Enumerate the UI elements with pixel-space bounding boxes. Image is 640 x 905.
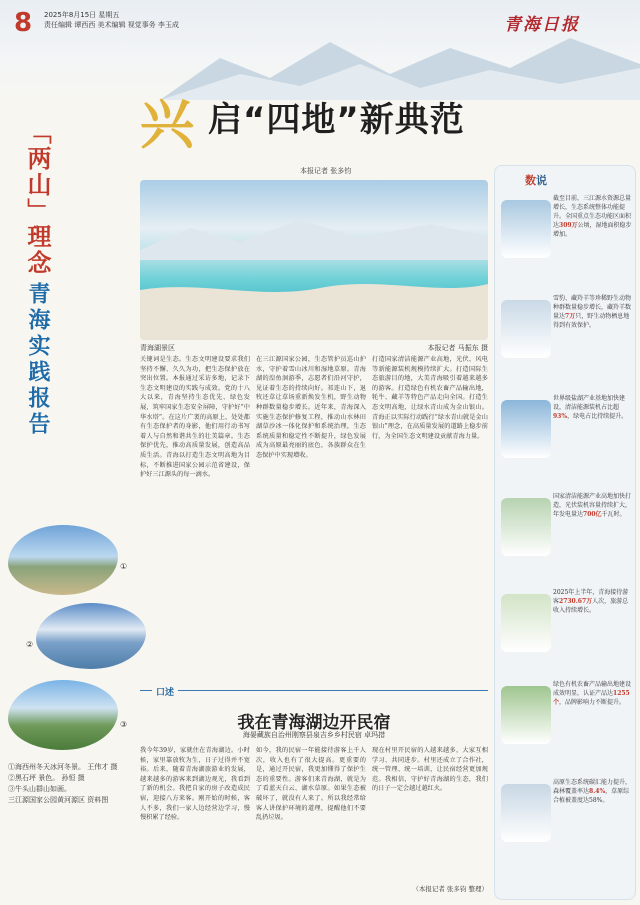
lead-column-2: 在三江源国家公园，生态管护员巡山护水，守护着雪山冰川和湿地草原。青海湖的湟鱼洄游季，志愿者们沿河守护，见证着生态的持续向好。祁连山下，退牧还草让草场重新焕发生机，野生动物种群数量稳步增长。近年来，青海深入实施生态保护修复工程，推动山水林田湖草沙冰一体化保护和系统治理，生态系统质量和稳定性不断提升，绿色发展成为高原最亮丽的底色，各族群众在生态保护中实现增收。 <box>256 356 366 459</box>
photo-heishiping <box>36 603 146 669</box>
sidebar-item-illustration <box>501 686 551 744</box>
sidebar-item-text <box>553 294 633 330</box>
sidebar-item-text <box>553 588 633 615</box>
sidebar-heading <box>525 172 547 188</box>
sidebar-item-text-post: ，草原综合植被盖度达58%。 <box>553 788 630 804</box>
lead-photo-caption <box>140 343 488 353</box>
sidebar-item-illustration <box>501 400 551 458</box>
secondary-title: 我在青海湖边开民宿 <box>237 713 391 733</box>
sidebar-item-illustration <box>501 300 551 358</box>
caption-3: ③牛头山群山如画。 <box>8 785 71 793</box>
photo-number-3: ③ <box>120 720 128 729</box>
sidebar-item-text-pre: 国家清洁能源产业高地加快打造，光伏装机容量持续扩大，年发电量达 <box>553 493 632 518</box>
sidebar-item-text-post: 只，野生动物栖息地得到有效保护。 <box>553 313 630 329</box>
sidebar-item-highlight: 1255个 <box>553 690 630 706</box>
section-tag-label: 口述 <box>152 685 178 698</box>
lead-byline: 本报记者 张多钧 <box>300 167 352 175</box>
lead-column-3: 打造国家清洁能源产业高地，光伏、风电等新能源装机规模持续扩大。打造国际生态旅游目的地，大美青海吸引着越来越多的游客。打造绿色有机农畜产品输出地，牦牛、藏羊等特色产品走向全国。打造生态文明高地，让绿水青山成为金山银山。青海正以实际行动践行“绿水青山就是金山银山”理念，在高质量发展的道路上稳步前行，为全国生态文明建设贡献青海力量。 <box>372 356 488 440</box>
secondary-column-3: 现在村里开民宿的人越来越多，大家互相学习、共同进步。村里还成立了合作社，统一管理、统一培训，让民宿经营更加规范。我相信，守护好青海湖的生态，我们的日子一定会越过越红火。 <box>372 747 488 793</box>
sidebar-item-illustration <box>501 200 551 258</box>
theme-red-title: 「两山」理念 <box>23 120 51 276</box>
sidebar-item <box>501 392 633 484</box>
theme-vertical <box>22 120 52 438</box>
caption-2: ②黑石坪 景色。 孙恒 摄 <box>8 774 85 782</box>
issue-meta <box>44 10 179 30</box>
sidebar-item-illustration <box>501 498 551 556</box>
sidebar-item-text <box>553 394 633 421</box>
secondary-column-1: 我今年39岁，家就住在青海湖边。小时候，家里靠放牧为生，日子过得并不宽裕。后来，随着青海湖旅游业的发展，越来越多的游客来到湖边观光，我看到了新的机会。我把自家的房子改造成民宿，迎接八方来客。刚开始的时候，客人不多，我们一家人边经营边学习，慢慢积累了经验。 <box>140 747 250 822</box>
sidebar-item <box>501 586 633 678</box>
sidebar-item-text-pre: 绿色有机农畜产品输出地建设成效明显，认证产品达 <box>553 681 632 697</box>
sidebar-item-highlight: 700亿 <box>583 511 602 518</box>
data-sidebar <box>494 165 636 900</box>
editors-line: 责任编辑 谭西西 美术编辑 视觉事务 李玉成 <box>44 21 179 29</box>
sidebar-item-text-post: 公顷，湿地面积稳步增加。 <box>553 222 632 238</box>
headline-text: 启“四地”新典范 <box>208 100 465 140</box>
lake-illustration <box>140 180 488 340</box>
issue-date: 2025年8月15日 星期五 <box>44 11 120 19</box>
sidebar-item-text-pre: 高原生态系统碳汇能力提升，森林覆盖率达 <box>553 779 632 795</box>
lead-photo-caption-left: 青海湖景区 <box>140 344 175 352</box>
headline-big-char: 兴 <box>140 93 194 156</box>
sidebar-heading-pre: 数 <box>525 174 536 187</box>
sidebar-item-text-pre: 世界级盐湖产业基地加快建设，清洁能源装机占比超 <box>553 395 626 411</box>
sidebar-item-text-pre: 2025年上半年，青海接待游客 <box>553 589 629 605</box>
sidebar-item-text <box>553 778 633 805</box>
secondary-subtitle: 海晏藏族自治州刚察县泉吉乡乡村民宿 卓玛措 <box>242 731 386 739</box>
sidebar-item <box>501 490 633 582</box>
sidebar-item-illustration <box>501 784 551 842</box>
sidebar-item-text-post: 千瓦时。 <box>601 511 626 518</box>
sidebar-item <box>501 776 633 868</box>
photo-mountains <box>8 680 118 750</box>
sidebar-heading-post: 说 <box>536 174 547 187</box>
caption-1: ①海西州冬天冰河冬景。 王伟才 摄 <box>8 763 118 771</box>
page-number: 8 <box>14 8 33 38</box>
sidebar-item-text-post: ，绿电占比持续提升。 <box>567 413 628 420</box>
photo-captions <box>8 762 140 806</box>
section-tag <box>140 690 488 702</box>
paper-logo: 青海日报 <box>504 15 580 35</box>
caption-4: 三江源国家公园黄河源区 资料图 <box>8 796 109 804</box>
photo-winter-river <box>8 525 118 595</box>
qinghai-lake-photo <box>140 180 488 340</box>
lead-photo-caption-right: 本报记者 马振东 摄 <box>427 344 488 352</box>
sidebar-item-text-post: 人次，旅游总收入持续增长。 <box>553 598 629 614</box>
headline <box>140 82 500 156</box>
sidebar-item-highlight: 2730.67万 <box>559 598 593 605</box>
sidebar-item <box>501 192 633 284</box>
photo-number-1: ① <box>120 562 128 571</box>
sidebar-item-highlight: 8.4% <box>589 788 606 795</box>
sidebar-item-highlight: 7万 <box>565 313 576 320</box>
sidebar-item-text-pre: 截至目前，三江源水资源总量增长，生态系统整体功能提升。全国重点生态功能区面积达 <box>553 195 632 229</box>
sidebar-item-text <box>553 492 633 519</box>
secondary-end-note: （本报记者 张多钧 整理） <box>412 885 488 893</box>
sidebar-item-text <box>553 194 633 239</box>
lead-column-1: 关键词是生态。生态文明建设要求我们坚持不懈、久久为功，把生态保护放在突出位置。本报通过采访多地，记录下生态文明建设的实践与成效。党的十八大以来，青海坚持生态优先、绿色发展，筑牢国家生态安全屏障，守护好“中华水塔”。在这片广袤的高原上，处处都有生态保护者的身影，他们用行动书写着人与自然和谐共生的壮美篇章。生态保护优先，推动高质量发展，创造高品质生活。青海以打造生态文明高地为目标，不断推进国家公园示范省建设，保护好三江源头的每一滴水。 <box>140 356 250 479</box>
sidebar-item-text-pre: 雪豹、藏羚羊等珍稀野生动物种群数量稳步增长，藏羚羊数量达 <box>553 295 632 320</box>
sidebar-item-text <box>553 680 633 707</box>
secondary-column-2: 如今，我的民宿一年能接待游客上千人次，收入也有了很大提高。更重要的是，通过开民宿，我更加懂得了保护生态的重要性。游客们来青海湖，就是为了看蓝天白云、湖水草原。如果生态被破坏了，就没有人来了。所以我经常给客人讲保护环境的道理，提醒他们不要乱扔垃圾。 <box>256 747 366 822</box>
sidebar-item-illustration <box>501 594 551 652</box>
sidebar-item <box>501 678 633 770</box>
theme-blue-title: 青海实践报告 <box>25 282 50 438</box>
photo-number-2: ② <box>26 640 34 649</box>
sidebar-item-highlight: 309万 <box>559 222 578 229</box>
sidebar-item <box>501 292 633 384</box>
sidebar-item-text-post: ，品牌影响力不断提升。 <box>559 699 626 706</box>
sidebar-item-highlight: 93% <box>553 413 568 420</box>
